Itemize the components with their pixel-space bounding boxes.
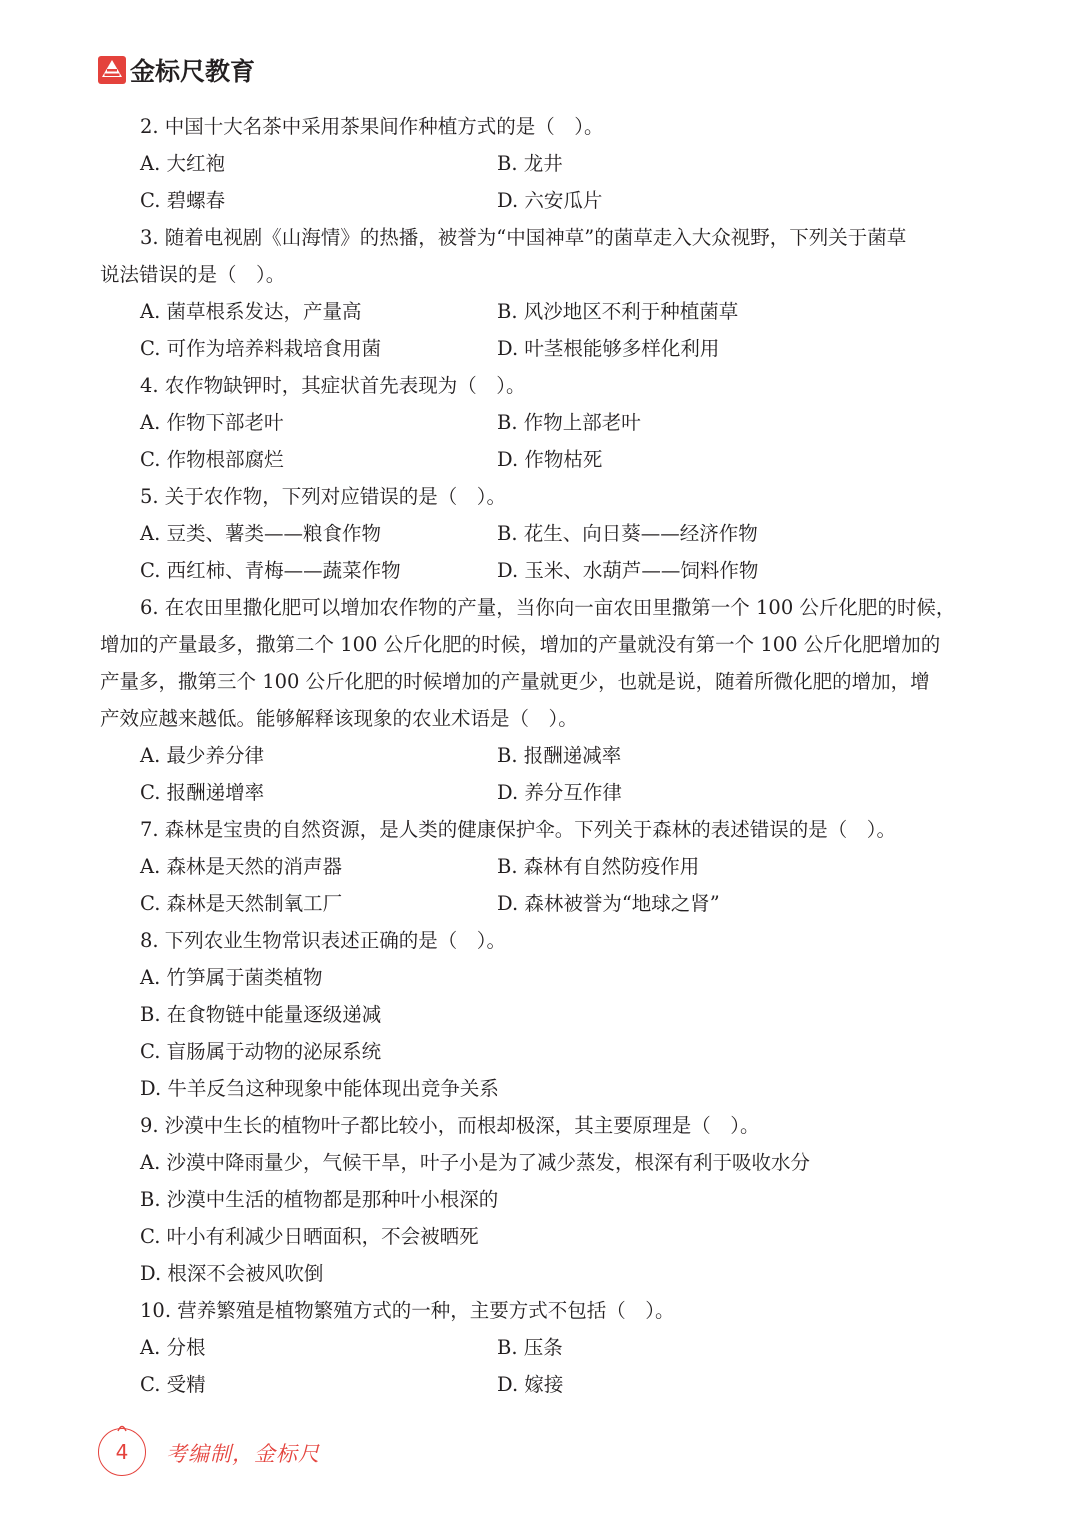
- option-C: C. 叶小有利减少日晒面积，不会被晒死: [140, 1225, 479, 1248]
- option-D: D. 作物枯死: [497, 448, 603, 471]
- option-D: D. 森林被誉为“地球之肾”: [497, 892, 720, 915]
- option-row: [100, 182, 985, 219]
- question-stem: 10. 营养繁殖是植物繁殖方式的一种，主要方式不包括（ ）。: [140, 1299, 675, 1322]
- footer-slogan: 考编制，金标尺: [166, 1442, 320, 1466]
- question-6: [100, 589, 985, 811]
- option-C: C. 受精: [140, 1373, 206, 1396]
- option-row: [100, 515, 985, 552]
- brand-logo-icon: [98, 56, 126, 84]
- question-stem: 2. 中国十大名茶中采用茶果间作种植方式的是（ ）。: [140, 115, 604, 138]
- option-C: C. 报酬递增率: [140, 781, 265, 804]
- option-A: A. 竹笋属于菌类植物: [140, 966, 323, 989]
- question-stem-continued: 产效应越来越低。能够解释该现象的农业术语是（ ）。: [100, 707, 578, 730]
- option-A: A. 分根: [140, 1336, 206, 1359]
- option-B: B. 风沙地区不利于种植菌草: [497, 300, 739, 323]
- option-row: [100, 293, 985, 330]
- brand-header: [98, 52, 255, 88]
- question-stem: 7. 森林是宝贵的自然资源，是人类的健康保护伞。下列关于森林的表述错误的是（ ）。: [140, 818, 897, 841]
- question-2: [100, 108, 985, 219]
- question-3: [100, 219, 985, 367]
- option-row: [100, 441, 985, 478]
- option-A: A. 作物下部老叶: [140, 411, 284, 434]
- page-number: 4: [115, 1440, 129, 1464]
- option-row: [100, 404, 985, 441]
- question-stem: 8. 下列农业生物常识表述正确的是（ ）。: [140, 929, 507, 952]
- option-row: [100, 1329, 985, 1366]
- option-A: A. 菌草根系发达，产量高: [140, 300, 362, 323]
- question-7: [100, 811, 985, 922]
- option-row: [100, 737, 985, 774]
- option-B: B. 在食物链中能量逐级递减: [140, 1003, 382, 1026]
- option-C: C. 森林是天然制氧工厂: [140, 892, 343, 915]
- question-5: [100, 478, 985, 589]
- option-row: [100, 1366, 985, 1403]
- question-10: [100, 1292, 985, 1403]
- option-D: D. 六安瓜片: [497, 189, 603, 212]
- option-B: B. 作物上部老叶: [497, 411, 641, 434]
- question-stem: 9. 沙漠中生长的植物叶子都比较小，而根却极深，其主要原理是（ ）。: [140, 1114, 760, 1137]
- question-stem-continued: 说法错误的是（ ）。: [100, 263, 286, 286]
- option-C: C. 西红柿、青梅——蔬菜作物: [140, 559, 401, 582]
- option-D: D. 根深不会被风吹倒: [140, 1262, 324, 1285]
- option-B: B. 龙井: [497, 152, 563, 175]
- question-8: [100, 922, 985, 1107]
- question-stem-continued: 产量多，撒第三个 100 公斤化肥的时候增加的产量就更少，也就是说，随着所微化肥的增加，增: [100, 670, 930, 693]
- question-9: [100, 1107, 985, 1292]
- option-row: [100, 145, 985, 182]
- option-C: C. 碧螺春: [140, 189, 226, 212]
- question-stem: 6. 在农田里撒化肥可以增加农作物的产量，当你向一亩农田里撒第一个 100 公斤化肥的时候，: [140, 596, 956, 619]
- option-B: B. 报酬递减率: [497, 744, 622, 767]
- question-stem-continued: 增加的产量最多，撒第二个 100 公斤化肥的时候，增加的产量就没有第一个 100 公斤化肥增加的: [100, 633, 941, 656]
- option-D: D. 牛羊反刍这种现象中能体现出竞争关系: [140, 1077, 499, 1100]
- question-stem: 4. 农作物缺钾时，其症状首先表现为（ ）。: [140, 374, 526, 397]
- option-C: C. 作物根部腐烂: [140, 448, 284, 471]
- option-D: D. 养分互作律: [497, 781, 622, 804]
- option-D: D. 叶茎根能够多样化利用: [497, 337, 720, 360]
- option-B: B. 森林有自然防疫作用: [497, 855, 700, 878]
- option-A: A. 大红袍: [140, 152, 225, 175]
- option-C: C. 盲肠属于动物的泌尿系统: [140, 1040, 382, 1063]
- page-number-badge: [98, 1428, 146, 1476]
- option-A: A. 森林是天然的消声器: [140, 855, 342, 878]
- option-row: [100, 552, 985, 589]
- option-B: B. 沙漠中生活的植物都是那种叶小根深的: [140, 1188, 499, 1211]
- page-footer: [98, 1428, 398, 1484]
- option-A: A. 最少养分律: [140, 744, 264, 767]
- option-row: [100, 330, 985, 367]
- question-4: [100, 367, 985, 478]
- option-row: [100, 774, 985, 811]
- option-A: A. 豆类、薯类——粮食作物: [140, 522, 381, 545]
- option-D: D. 玉米、水葫芦——饲料作物: [497, 559, 759, 582]
- question-stem: 3. 随着电视剧《山海情》的热播，被誉为“中国神草”的菌草走入大众视野，下列关于菌草: [140, 226, 907, 249]
- option-C: C. 可作为培养料栽培食用菌: [140, 337, 382, 360]
- option-B: B. 压条: [497, 1336, 563, 1359]
- question-stem: 5. 关于农作物，下列对应错误的是（ ）。: [140, 485, 507, 508]
- brand-name: 金标尺教育: [130, 57, 256, 86]
- option-D: D. 嫁接: [497, 1373, 564, 1396]
- question-list: [100, 108, 985, 1403]
- option-row: [100, 848, 985, 885]
- option-row: [100, 885, 985, 922]
- option-B: B. 花生、向日葵——经济作物: [497, 522, 758, 545]
- option-A: A. 沙漠中降雨量少，气候干旱，叶子小是为了减少蒸发，根深有利于吸收水分: [140, 1151, 810, 1174]
